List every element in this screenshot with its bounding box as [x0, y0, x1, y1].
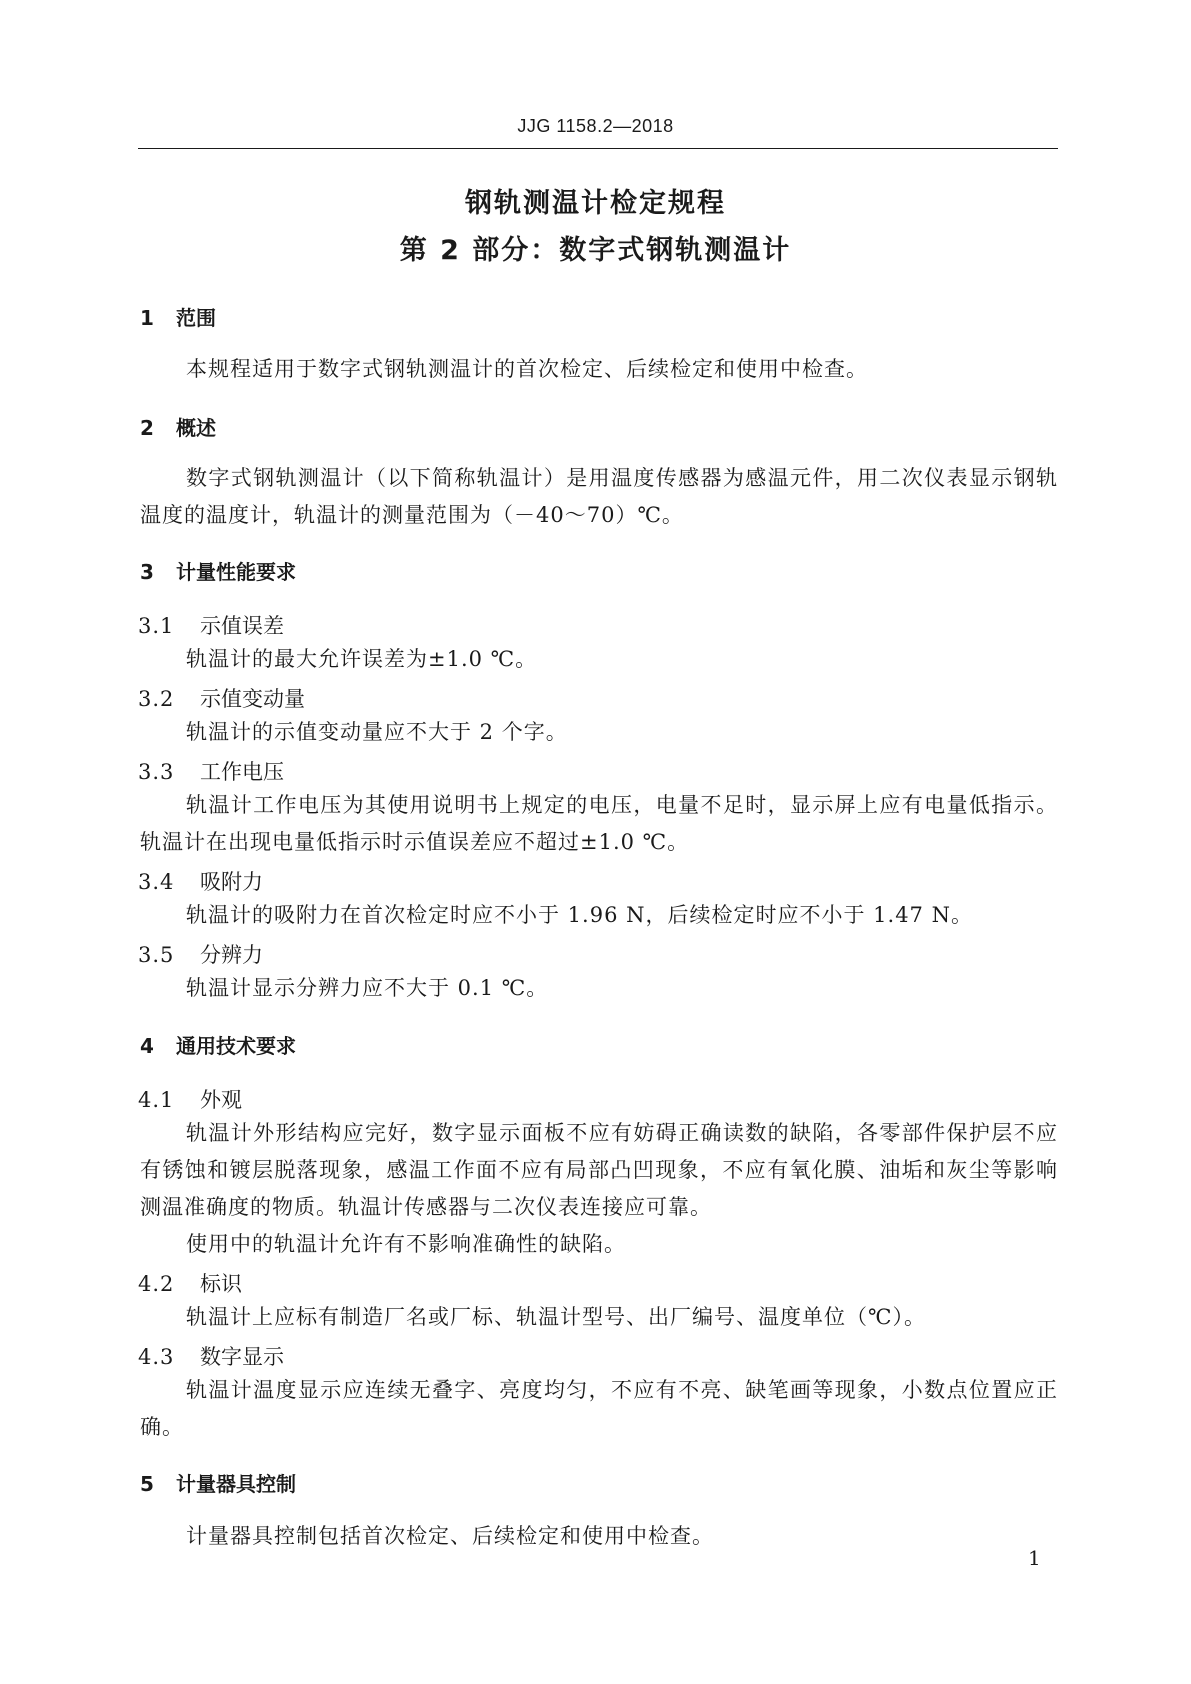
paragraph: 轨温计工作电压为其使用说明书上规定的电压，电量不足时，显示屏上应有电量低指示。轨温计在出现电量低指示时示值误差应不超过±1.0 ℃。: [140, 793, 1058, 854]
subsection-heading-4-3: [138, 1341, 284, 1371]
subsection-title: 数字显示: [200, 1345, 284, 1369]
subsection-number: 3.1: [138, 614, 175, 638]
subsection-title: 标识: [200, 1272, 242, 1296]
subsection-title: 示值误差: [200, 614, 284, 638]
subsection-heading-3-3: [138, 756, 284, 786]
subsection-title: 工作电压: [200, 760, 284, 784]
paragraph: 轨温计显示分辨力应不大于 0.1 ℃。: [186, 976, 549, 1000]
paragraph: 轨温计的示值变动量应不大于 2 个字。: [186, 720, 568, 744]
document-title: 钢轨测温计检定规程: [465, 188, 726, 219]
section-title: 通用技术要求: [176, 1034, 296, 1058]
paragraph: 轨温计的吸附力在首次检定时应不小于 1.96 N，后续检定时应不小于 1.47 N。: [186, 903, 973, 927]
section-title: 范围: [176, 306, 216, 330]
subsection-heading-3-2: [138, 683, 305, 713]
paragraph: 使用中的轨温计允许有不影响准确性的缺陷。: [186, 1232, 626, 1256]
subsection-heading-3-4: [138, 866, 263, 896]
paragraph: 轨温计的最大允许误差为±1.0 ℃。: [186, 647, 538, 671]
section-heading-4: [140, 1030, 296, 1059]
section-heading-3: [140, 556, 296, 585]
paragraph: 本规程适用于数字式钢轨测温计的首次检定、后续检定和使用中检查。: [186, 357, 868, 381]
section-title: 计量性能要求: [176, 560, 296, 584]
section-number: 1: [140, 306, 154, 330]
section-title: 计量器具控制: [176, 1472, 296, 1496]
standard-code: JJG 1158.2—2018: [517, 116, 674, 136]
document-subtitle: 第 2 部分：数字式钢轨测温计: [399, 235, 792, 266]
subsection-heading-4-2: [138, 1268, 242, 1298]
subsection-title: 分辨力: [200, 943, 263, 967]
section-heading-5: [140, 1468, 296, 1497]
subsection-number: 3.3: [138, 760, 175, 784]
subsection-number: 3.5: [138, 943, 175, 967]
page-number: 1: [1028, 1546, 1041, 1570]
subsection-number: 3.4: [138, 870, 175, 894]
paragraph: 轨温计外形结构应完好，数字显示面板不应有妨碍正确读数的缺陷，各零部件保护层不应有锈蚀和镀层脱落现象，感温工作面不应有局部凸凹现象，不应有氧化膜、油垢和灰尘等影响测温准确度的物质。轨温计传感器与二次仪表连接应可靠。: [140, 1121, 1058, 1219]
section-number: 4: [140, 1034, 154, 1058]
header-divider: [138, 148, 1058, 149]
subsection-title: 示值变动量: [200, 687, 305, 711]
subsection-number: 4.1: [138, 1088, 175, 1112]
section-title: 概述: [176, 416, 216, 440]
subsection-heading-4-1: [138, 1084, 242, 1114]
subsection-number: 3.2: [138, 687, 175, 711]
paragraph: 轨温计上应标有制造厂名或厂标、轨温计型号、出厂编号、温度单位（℃）。: [186, 1305, 926, 1329]
subsection-number: 4.2: [138, 1272, 175, 1296]
paragraph: 轨温计温度显示应连续无叠字、亮度均匀，不应有不亮、缺笔画等现象，小数点位置应正确。: [140, 1378, 1058, 1439]
section-heading-1: [140, 302, 216, 331]
subsection-heading-3-1: [138, 610, 284, 640]
subsection-title: 吸附力: [200, 870, 263, 894]
section-heading-2: [140, 412, 216, 441]
paragraph: 数字式钢轨测温计（以下简称轨温计）是用温度传感器为感温元件，用二次仪表显示钢轨温度的温度计，轨温计的测量范围为（－40～70）℃。: [140, 466, 1058, 527]
section-number: 3: [140, 560, 154, 584]
paragraph: 计量器具控制包括首次检定、后续检定和使用中检查。: [186, 1524, 714, 1548]
subsection-title: 外观: [200, 1088, 242, 1112]
subsection-heading-3-5: [138, 939, 263, 969]
section-number: 5: [140, 1472, 154, 1496]
section-number: 2: [140, 416, 154, 440]
subsection-number: 4.3: [138, 1345, 175, 1369]
